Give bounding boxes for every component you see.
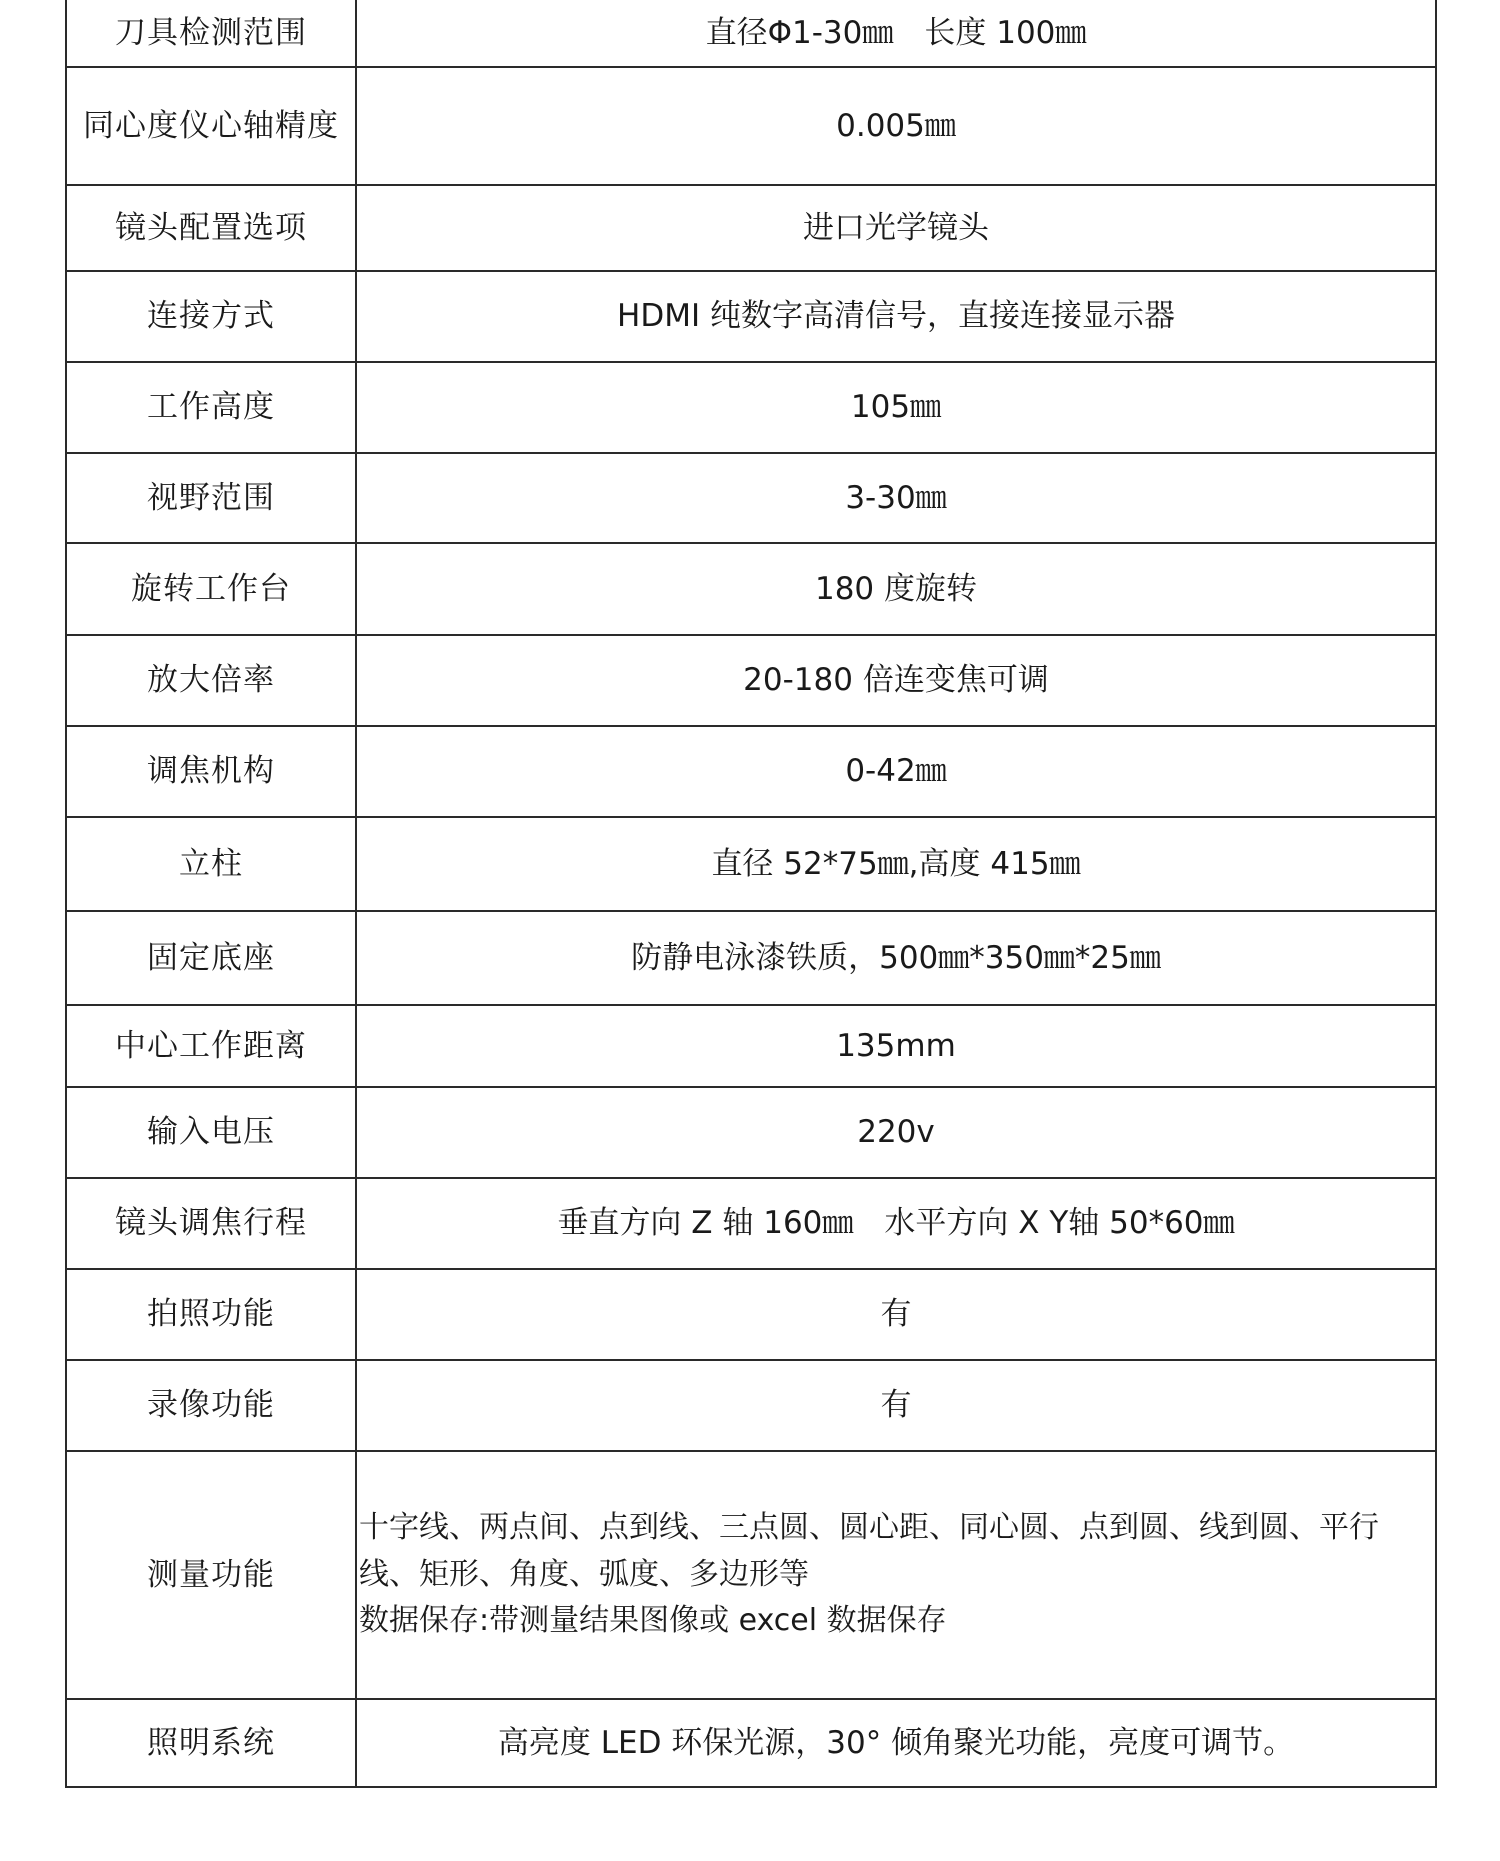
row-value: 180 度旋转 <box>356 543 1436 635</box>
row-value: 有 <box>356 1269 1436 1360</box>
table-row <box>66 1451 1436 1699</box>
row-label: 固定底座 <box>66 911 356 1005</box>
table-row <box>66 817 1436 911</box>
row-label: 立柱 <box>66 817 356 911</box>
row-label: 拍照功能 <box>66 1269 356 1360</box>
row-label: 连接方式 <box>66 271 356 362</box>
row-value: 3-30㎜ <box>356 453 1436 543</box>
row-value: 20-180 倍连变焦可调 <box>356 635 1436 726</box>
row-value: 高亮度 LED 环保光源，30° 倾角聚光功能，亮度可调节。 <box>356 1699 1436 1787</box>
table-row <box>66 1087 1436 1178</box>
table-row <box>66 0 1436 67</box>
row-value: 直径 52*75㎜,高度 415㎜ <box>356 817 1436 911</box>
row-value: 防静电泳漆铁质，500㎜*350㎜*25㎜ <box>356 911 1436 1005</box>
row-value: HDMI 纯数字高清信号，直接连接显示器 <box>356 271 1436 362</box>
row-label: 录像功能 <box>66 1360 356 1451</box>
table-row <box>66 1269 1436 1360</box>
row-value <box>356 1451 1436 1699</box>
table-row <box>66 911 1436 1005</box>
row-label: 放大倍率 <box>66 635 356 726</box>
row-label: 同心度仪心轴精度 <box>66 67 356 185</box>
row-value: 垂直方向 Z 轴 160㎜ 水平方向 X Y轴 50*60㎜ <box>356 1178 1436 1269</box>
table-row <box>66 271 1436 362</box>
table-row <box>66 543 1436 635</box>
row-label: 调焦机构 <box>66 726 356 817</box>
row-value: 135mm <box>356 1005 1436 1087</box>
table-row <box>66 1699 1436 1787</box>
row-label: 镜头配置选项 <box>66 185 356 271</box>
row-label: 视野范围 <box>66 453 356 543</box>
row-label: 镜头调焦行程 <box>66 1178 356 1269</box>
table-row <box>66 67 1436 185</box>
row-label: 刀具检测范围 <box>66 0 356 67</box>
data-save-text: 数据保存:带测量结果图像或 excel 数据保存 <box>359 1603 947 1639</box>
table-row <box>66 453 1436 543</box>
row-value: 220v <box>356 1087 1436 1178</box>
table-row <box>66 726 1436 817</box>
measurement-functions-text: 十字线、两点间、点到线、三点圆、圆心距、同心圆、点到圆、线到圆、平行线、矩形、角度、弧度、多边形等 <box>359 1510 1379 1592</box>
row-value: 进口光学镜头 <box>356 185 1436 271</box>
table-row <box>66 1360 1436 1451</box>
table-row <box>66 362 1436 453</box>
row-value: 直径Φ1-30㎜ 长度 100㎜ <box>356 0 1436 67</box>
table-row <box>66 1178 1436 1269</box>
table-row <box>66 185 1436 271</box>
row-label: 旋转工作台 <box>66 543 356 635</box>
table-row <box>66 635 1436 726</box>
row-label: 测量功能 <box>66 1451 356 1699</box>
spec-table <box>65 0 1437 1788</box>
row-label: 中心工作距离 <box>66 1005 356 1087</box>
row-label: 输入电压 <box>66 1087 356 1178</box>
row-value: 0-42㎜ <box>356 726 1436 817</box>
row-label: 工作高度 <box>66 362 356 453</box>
row-label: 照明系统 <box>66 1699 356 1787</box>
table-row <box>66 1005 1436 1087</box>
row-value: 105㎜ <box>356 362 1436 453</box>
row-value: 有 <box>356 1360 1436 1451</box>
row-value: 0.005㎜ <box>356 67 1436 185</box>
